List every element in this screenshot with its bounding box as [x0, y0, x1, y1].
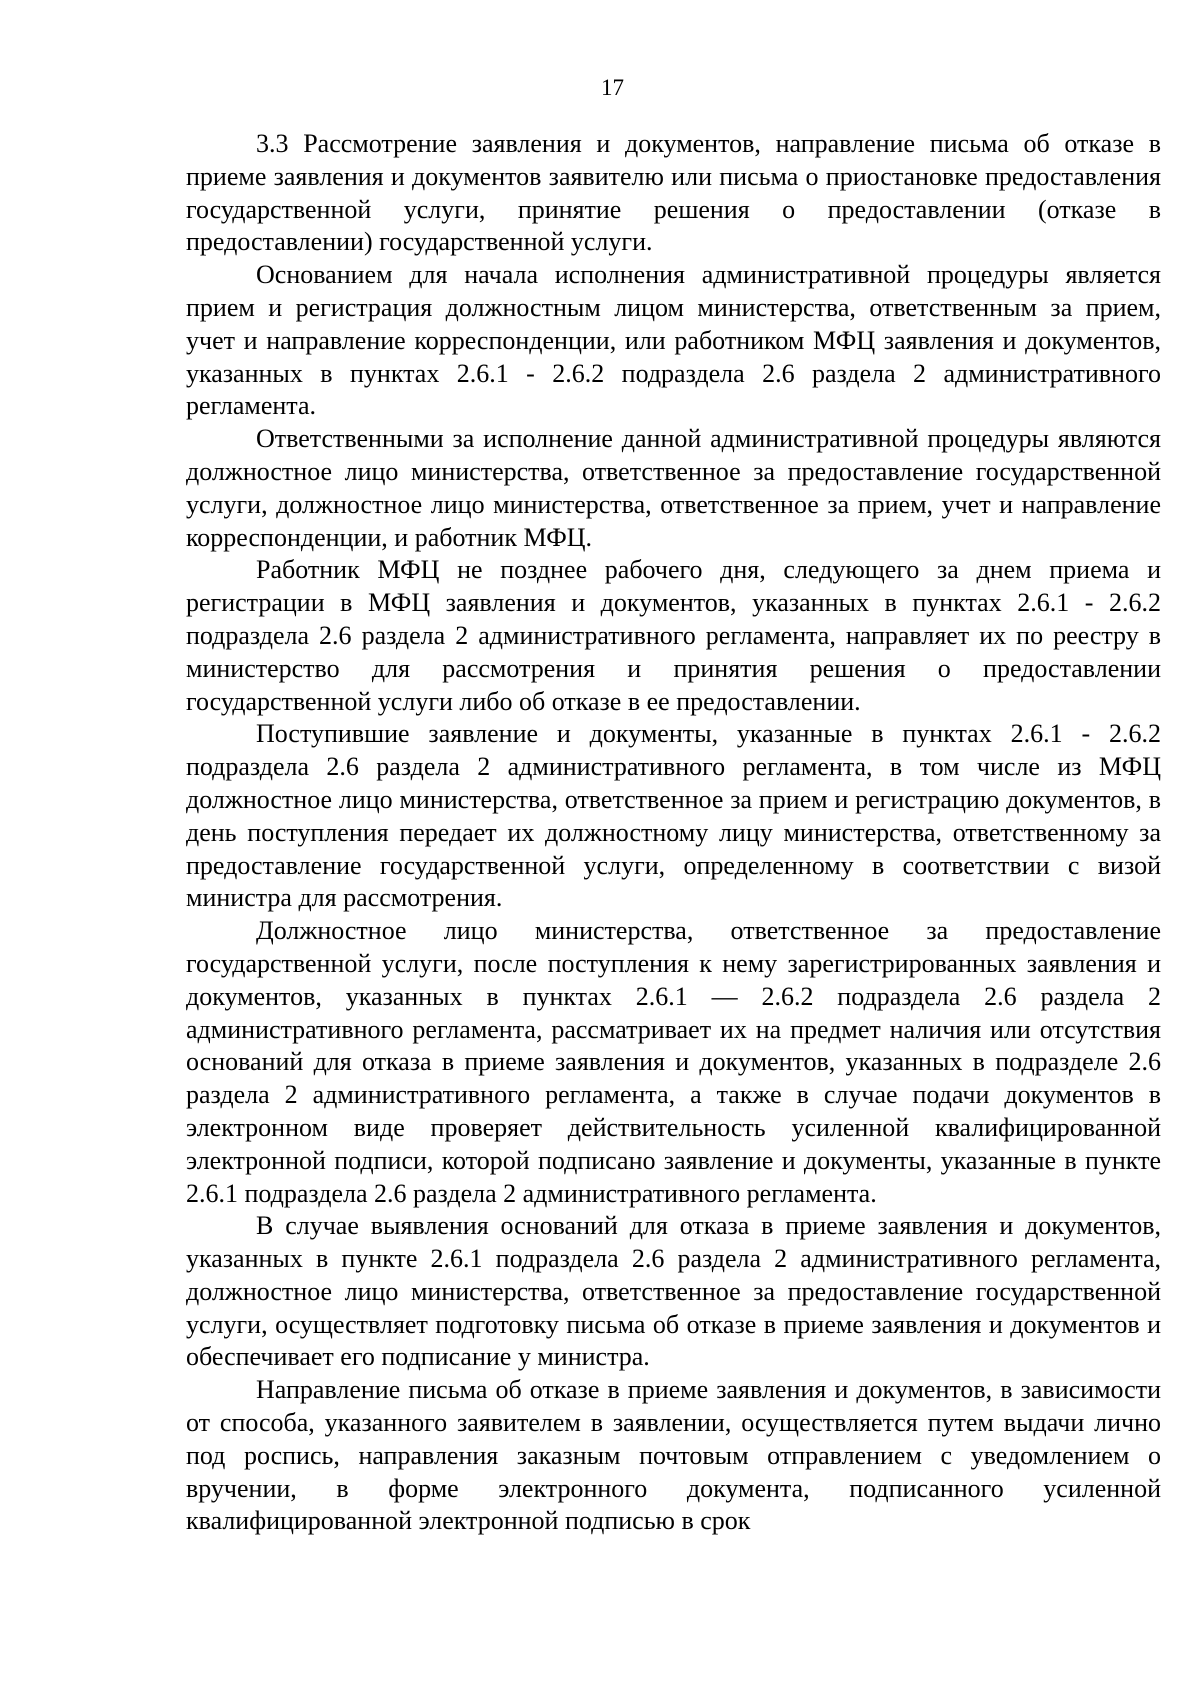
paragraph-refusal-grounds: В случае выявления оснований для отказа в приеме заявления и документов, указанных в пункте 2.6.1 подраздела 2.6 раздела 2 административного регламента, должностное лицо министерства, ответственное за предоставление государственной услуги, осуществляет подготовку письма об отказе в приеме заявления и документов и обеспечивает его подписание у министра. [186, 1211, 1161, 1372]
paragraph-section-3-3-title: 3.3 Рассмотрение заявления и документов, направление письма об отказе в приеме заявления и документов заявителю или письма о приостановке предоставления государственной услуги, принятие решения о предоставлении (отказе в предоставлении) государственной услуги. [186, 129, 1161, 257]
paragraph-official-review: Должностное лицо министерства, ответственное за предоставление государственной услуги, после поступления к нему зарегистрированных заявления и документов, указанных в пунктах 2.6.1 — 2.6.2 подраздела 2.6 раздела 2 административного регламента, рассматривает их на предмет наличия или отсутствия оснований для отказа в приеме заявления и документов, указанных в подразделе 2.6 раздела 2 административного регламента, а также в случае подачи документов в электронном виде проверяет действительность усиленной квалифицированной электронной подписи, которой подписано заявление и документы, указанные в пункте 2.6.1 подраздела 2.6 раздела 2 административного регламента. [186, 916, 1161, 1208]
paragraph-mfc-worker: Работник МФЦ не позднее рабочего дня, следующего за днем приема и регистрации в МФЦ заявления и документов, указанных в пунктах 2.6.1 - 2.6.2 подраздела 2.6 раздела 2 административного регламента, направляет их по реестру в министерство для рассмотрения и принятия решения о предоставлении государственной услуги либо об отказе в ее предоставлении. [186, 555, 1161, 716]
paragraph-procedure-basis: Основанием для начала исполнения административной процедуры является прием и регистрация должностным лицом министерства, ответственным за прием, учет и направление корреспонденции, или работником МФЦ заявления и документов, указанных в пунктах 2.6.1 - 2.6.2 подраздела 2.6 раздела 2 административного регламента. [186, 260, 1161, 421]
page-number: 17 [601, 75, 624, 100]
paragraph-received-documents: Поступившие заявление и документы, указанные в пунктах 2.6.1 - 2.6.2 подраздела 2.6 раздела 2 административного регламента, в том числе из МФЦ должностное лицо министерства, ответственное за прием и регистрацию документов, в день поступления передает их должностному лицу министерства, ответственному за предоставление государственной услуги, определенному в соответствии с визой министра для рассмотрения. [186, 719, 1161, 913]
paragraph-refusal-letter-delivery: Направление письма об отказе в приеме заявления и документов, в зависимости от способа, указанного заявителем в заявлении, осуществляется путем выдачи лично под роспись, направления заказным почтовым отправлением с уведомлением о вручении, в форме электронного документа, подписанного усиленной квалифицированной электронной подписью в срок [186, 1375, 1161, 1536]
paragraph-responsible-persons: Ответственными за исполнение данной административной процедуры являются должностное лицо министерства, ответственное за предоставление государственной услуги, должностное лицо министерства, ответственное за прием, учет и направление корреспонденции, и работник МФЦ. [186, 424, 1161, 552]
document-body [186, 128, 1161, 1538]
